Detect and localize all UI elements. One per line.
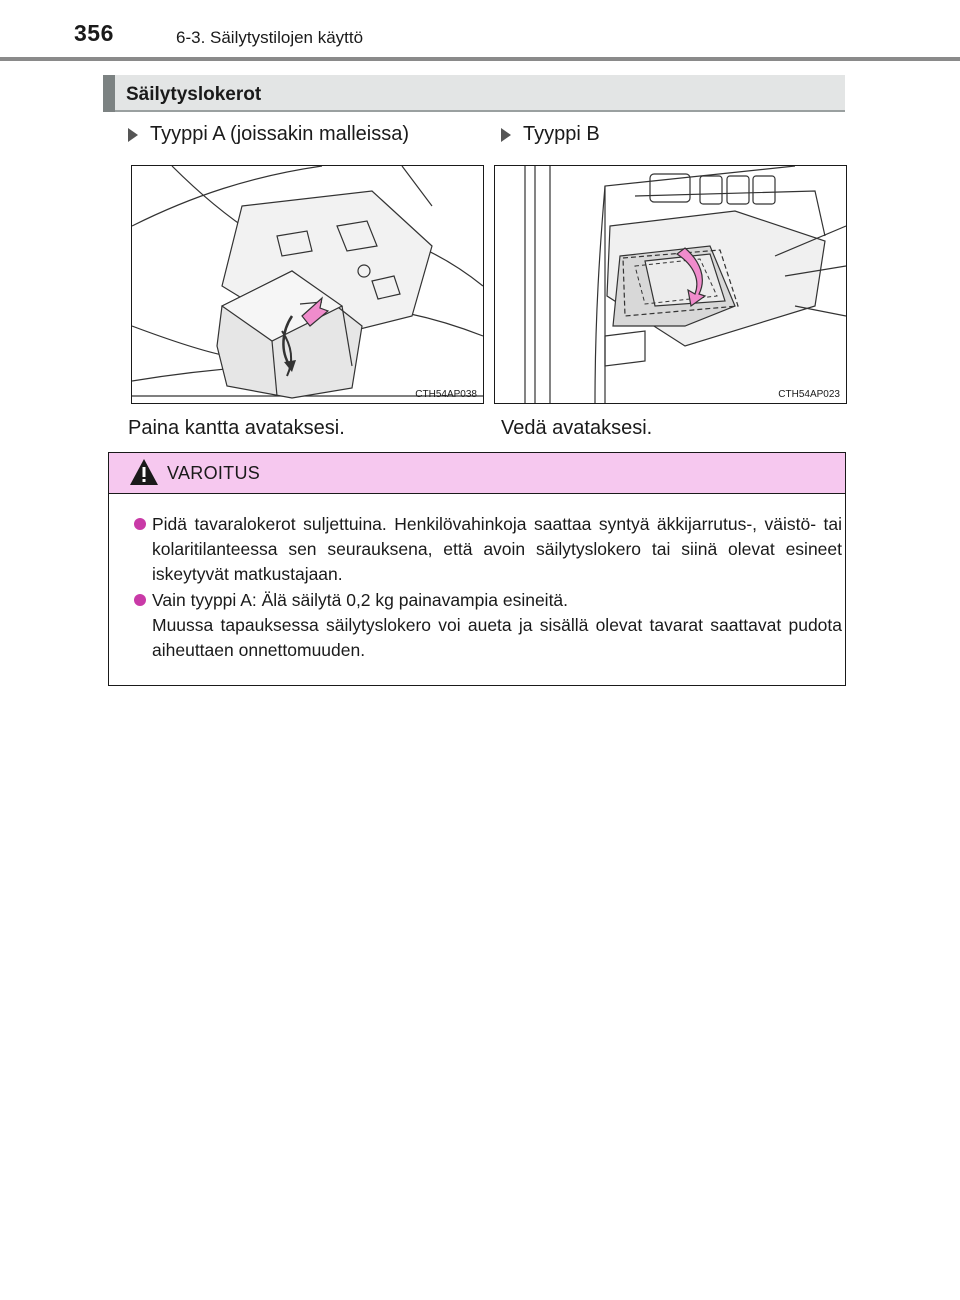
warning-item-text-line1: Vain tyyppi A: Älä säilytä 0,2 kg painavampia esineitä. bbox=[152, 590, 569, 610]
type-a-text: Tyyppi A (joissakin malleissa) bbox=[150, 123, 409, 145]
type-b-text: Tyyppi B bbox=[523, 123, 600, 145]
section-title: Säilytyslokerot bbox=[126, 84, 262, 105]
overhead-storage-illustration bbox=[132, 166, 483, 403]
figure-type-b bbox=[494, 165, 847, 404]
figure-type-a bbox=[131, 165, 484, 404]
figure-code: CTH54AP023 bbox=[778, 389, 840, 400]
type-b-label bbox=[501, 123, 600, 146]
warning-title: VAROITUS bbox=[167, 463, 261, 483]
type-a-caption: Paina kantta avataksesi. bbox=[128, 417, 345, 439]
bullet-dot-icon bbox=[134, 518, 146, 530]
warning-item-text-line2: Muussa tapauksessa säilytyslokero voi aueta ja sisällä olevat tavarat saattavat pudota aiheuttaen onnettomuuden. bbox=[152, 615, 842, 660]
triangle-bullet-icon bbox=[128, 128, 138, 142]
section-heading-accent bbox=[103, 75, 115, 112]
type-b-caption: Vedä avataksesi. bbox=[501, 417, 653, 439]
triangle-bullet-icon bbox=[501, 128, 511, 142]
warning-triangle-icon bbox=[129, 458, 159, 491]
type-a-label bbox=[128, 123, 409, 146]
bullet-dot-icon bbox=[134, 594, 146, 606]
warning-item bbox=[152, 588, 842, 663]
warning-item-text: Pidä tavaralokerot suljettuina. Henkilövahinkoja saattaa syntyä äkkijarrutus-, väistö- tai kolaritilanteessa sen seurauksena, että avoin säilytyslokero tai siinä olevat esineet iskeytyvät matkustajaan. bbox=[152, 514, 842, 584]
header-rule bbox=[0, 57, 960, 61]
page-number: 356 bbox=[74, 20, 114, 46]
chapter-title: 6-3. Säilytystilojen käyttö bbox=[176, 28, 364, 47]
dashboard-storage-illustration bbox=[495, 166, 846, 403]
figure-code: CTH54AP038 bbox=[415, 389, 477, 400]
warning-item bbox=[152, 512, 842, 587]
